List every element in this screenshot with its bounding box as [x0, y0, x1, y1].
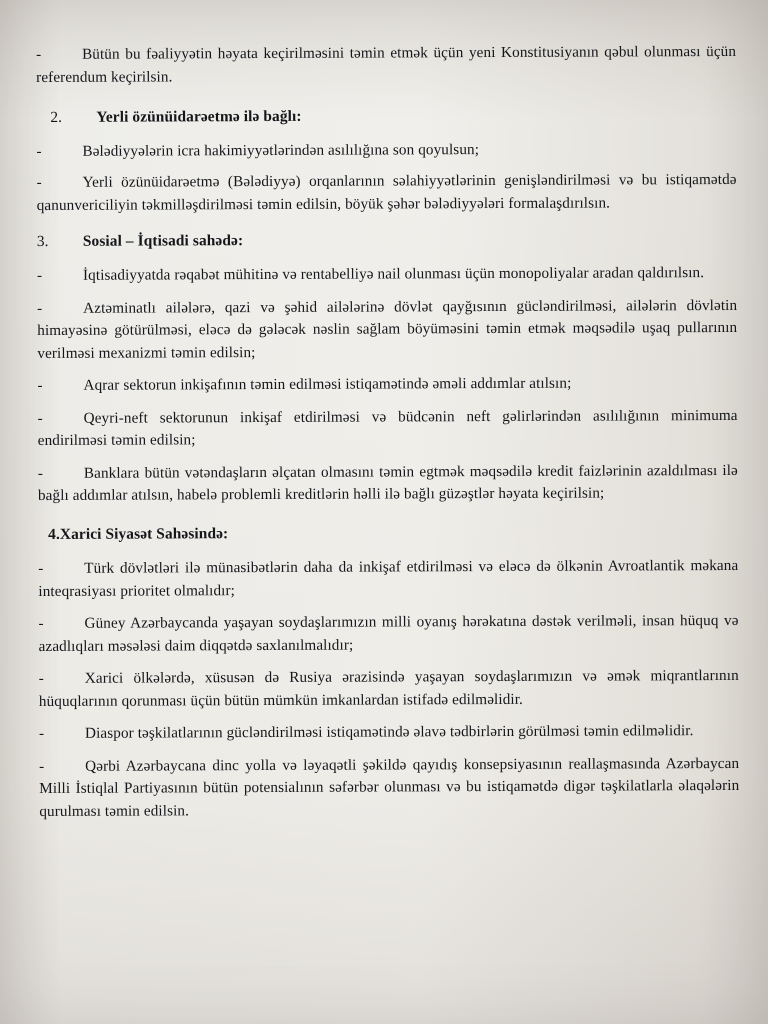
paragraph-text: Aztəminatlı ailələrə, qazi və şəhid ailələrinə dövlət qayğısının gücləndirilməsi, ailələrin dövlətin himayəsinə götürülməsi, eləcə də gələcək nəslin sağlam böyüməsini təmin etmək məqsədilə uşaq pullarının verilməsi mexanizmi təmin edilsin;: [37, 296, 738, 362]
dash-marker: -: [38, 670, 44, 688]
paragraph-text: Bələdiyyələrin icra hakimiyyətlərindən asılılığına son qoyulsun;: [82, 140, 480, 160]
dash-marker: -: [39, 757, 45, 775]
paragraph-text: Aqrar sektorun inkişafının təmin edilməsi istiqamətində əməli addımlar atılsın;: [83, 374, 572, 394]
dash-marker: -: [37, 377, 43, 395]
paragraph-non-oil-sector: [38, 405, 738, 453]
heading-number: 3.: [36, 233, 49, 251]
paragraph-text: Bütün bu fəaliyyətin həyata keçirilməsini təmin etmək üçün yeni Konstitusiyanın qəbul olunması üçün referendum keçirilsin.: [36, 42, 737, 86]
paragraph-referendum: [36, 41, 736, 89]
paragraph-text: Qərbi Azərbaycana dinc yolla və ləyaqətli şəkildə qayıdış konsepsiyasının reallaşmasında Azərbaycan Milli İstiqlal Partiyasının bütün potensialının səfərbər olunması və bu istiqamətdə digər təşkilatlarla əlaqələrin qurulması təmin edilsin.: [39, 754, 740, 820]
heading-text: Yerli özünüidarəetmə ilə bağlı:: [96, 107, 302, 126]
paragraph-western-azerbaijan: [39, 753, 739, 824]
paragraph-municipality-powers: [37, 169, 737, 217]
paragraph-text: Qeyri-neft sektorunun inkişaf etdirilməsi və büdcənin neft gəlirlərindən asılılığının minimuma endirilməsi təmin edilsin;: [37, 406, 738, 450]
dash-marker: -: [38, 615, 44, 633]
heading-text: Sosial – İqtisadi sahədə:: [82, 232, 244, 251]
paragraph-municipality-independence: [36, 138, 736, 164]
heading-number: 2.: [50, 108, 63, 126]
heading-number: 4.: [48, 525, 60, 543]
dash-marker: -: [38, 560, 44, 578]
dash-marker: -: [37, 299, 43, 317]
heading-foreign-policy: [38, 521, 738, 547]
paragraph-text: Diaspor təşkilatlarının gücləndirilməsi istiqamətində əlavə tədbirlərin görülməsi təmin edilməlidir.: [84, 722, 694, 743]
paragraph-text: Türk dövlətləri ilə münasibətlərin daha da inkişaf etdirilməsi və eləcə də ölkənin Avroatlantik məkana inteqrasiyası prioritet olmalıdır;: [38, 557, 739, 600]
paragraph-diaspora-abroad: [39, 665, 739, 713]
dash-marker: -: [37, 464, 44, 482]
dash-marker: -: [36, 142, 42, 160]
dash-marker: -: [37, 409, 43, 427]
heading-text: Xarici Siyasət Sahəsində:: [59, 524, 229, 543]
paragraph-bank-credit: [38, 460, 738, 508]
paragraph-turkic-states: [38, 555, 738, 603]
paragraph-text: Yerli özünüidarəetmə (Bələdiyyə) orqanlarının səlahiyyətlərinin genişləndirilməsi və bu istiqamətdə qanunvericiliyin təkmilləşdirilməsi təmin edilsin, böyük şəhər bələdiyyələri formalaşdırılsın.: [36, 171, 737, 214]
paragraph-diaspora-organizations: [39, 720, 739, 746]
paragraph-text: Güney Azərbaycanda yaşayan soydaşlarımızın milli oyanış hərəkatına dəstək verilməli, insan hüquq və azadlıqları məsələsi daim diqqətdə saxlanılmalıdır;: [38, 612, 739, 655]
dash-marker: -: [36, 267, 43, 285]
paragraph-text: İqtisadiyyatda rəqabət mühitinə və rentabelliyə nail olunması üçün monopoliyalar aradan qaldırılsın.: [82, 264, 705, 284]
paragraph-monopolies: [37, 262, 737, 288]
paragraph-south-azerbaijan: [38, 610, 738, 658]
paragraph-agrarian-sector: [37, 372, 737, 398]
heading-local-government: [36, 104, 736, 130]
dash-marker: -: [36, 45, 42, 63]
paragraph-text: Xarici ölkələrdə, xüsusən də Rusiya ərazisində yaşayan soydaşlarımızın və əmək miqrantlarının hüquqlarının qorunması üçün bütün mümkün imkanlardan istifadə edilməlidir.: [38, 667, 739, 710]
heading-social-economic: [37, 228, 737, 254]
dash-marker: -: [38, 725, 45, 743]
paragraph-text: Banklara bütün vətəndaşların əlçatan olmasını təmin egtmək məqsədilə kredit faizlərinin azaldılması ilə bağlı addımlar atılsın, habelə problemli kreditlərin həlli ilə bağlı güzəştlər həyata keçirilsin;: [37, 461, 738, 505]
document-text-body: [36, 41, 739, 833]
paragraph-family-support: [37, 295, 737, 366]
dash-marker: -: [36, 174, 42, 192]
